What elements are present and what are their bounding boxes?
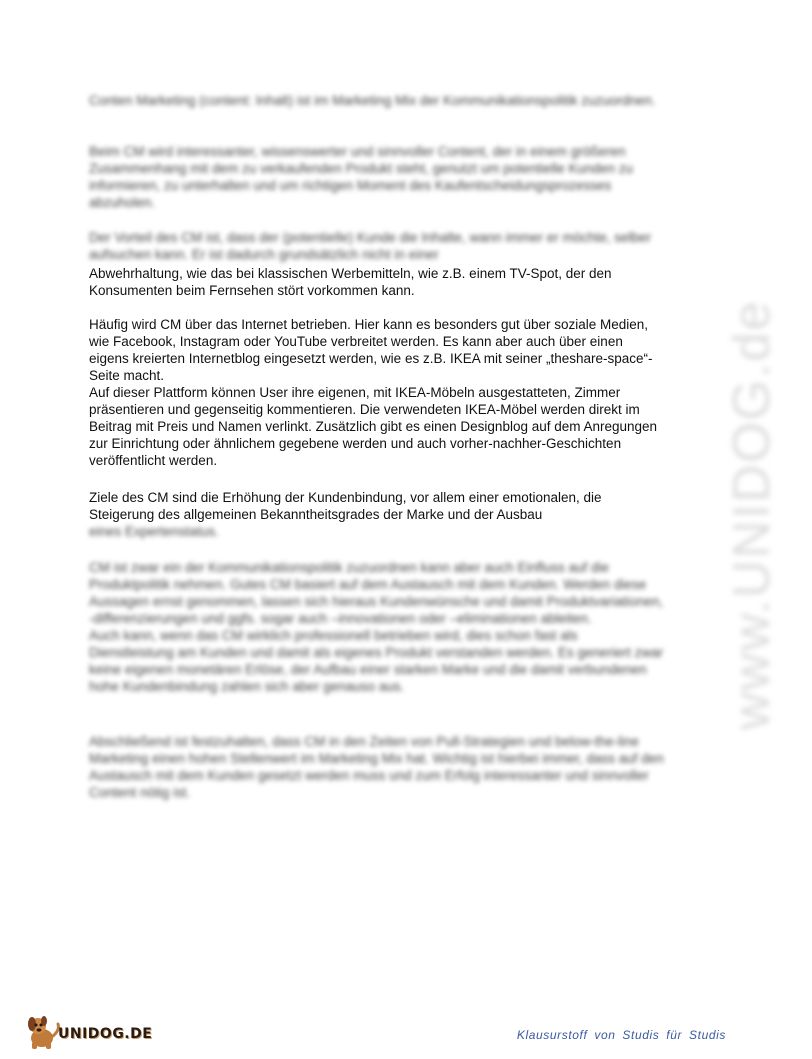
watermark-text: www.UNIDOG.de: [723, 299, 781, 730]
paragraph-advantage-start: Der Vorteil des CM ist, dass der (potentielle) Kunde die Inhalte, wann immer er möchte, selber aufsuchen kann. Er ist dadurch grundsätzlich nicht in einer: [89, 230, 652, 262]
paragraph-intro: Conten Marketing (content: Inhalt) ist im Marketing Mix der Kommunikationspolitik zuzuordnen.: [89, 93, 656, 108]
watermark: [612, 260, 812, 780]
unidog-logo: [24, 1012, 159, 1052]
paragraph-advantage-end: Abwehrhaltung, wie das bei klassischen Werbemitteln, wie z.B. einem TV-Spot, der den Konsumenten beim Fernsehen stört vorkommen kann.: [89, 266, 612, 298]
paragraph-conclusion: Abschließend ist festzuhalten, dass CM in den Zeiten von Pull-Strategien und below-the-line Marketing einen hohen Stellenwert im Marketing Mix hat. Wichtig ist hierbei immer, dass auf den Austausch mit dem Kunden gesetzt werden muss und zum Erfolg interessanter und sinnvoller Content nötig ist.: [89, 734, 664, 800]
paragraph-product-policy: CM ist zwar ein der Kommunikationspolitik zuzuordnen kann aber auch Einfluss auf die Produktpolitik nehmen. Gutes CM basiert auf dem Austausch mit dem Kunden. Werden diese Aussagen ernst genommen, lassen sich hieraus Kundenwünsche und damit Produktvariationen, -differenzierungen und ggfs. sogar auch –innovationen oder –eliminationen ableiten. Auch kann, wenn das CM wirklich professionell betrieben wird, dies schon fast als Dienstleistung am Kunden und damit als eigenes Produkt verstanden werden. Es generiert zwar keine eigenen monetären Erlöse, der Aufbau einer starken Marke und die damit verbundenen hohe Kundenbindung zahlen sich aber genauso aus.: [89, 560, 664, 694]
paragraph-internet: Häufig wird CM über das Internet betrieben. Hier kann es besonders gut über soziale Medien, wie Facebook, Instagram oder YouTube verbreitet werden. Es kann aber auch über einen eigens kreierten Internetblog eingesetzt werden, wie es z.B. IKEA mit seiner „theshare-space“-Seite macht. Auf dieser Plattform können User ihre eigenen, mit IKEA-Möbeln ausgestatteten, Zimmer präsentieren und gegenseitig kommentieren. Die verwendeten IKEA-Möbel werden direkt im Beitrag mit Preis und Namen verlinkt. Zusätzlich gibt es einen Designblog auf dem Anregungen zur Einrichtung oder ähnlichem gegebene werden und auch vorher-nachher-Geschichten veröffentlicht werden.: [89, 317, 658, 468]
paragraph-definition: Beim CM wird interessanter, wissenswerter und sinnvoller Content, der in einem größeren Zusammenhang mit dem zu verkaufenden Produkt steht, genutzt um potentielle Kunden zu informieren, zu unterhalten und um richtigen Moment des Kaufentscheidungsprozesses abzuholen.: [89, 144, 634, 210]
footer-tagline: Klausurstoff von Studis für Studis: [516, 1028, 726, 1042]
logo-text: UNIDOG.DE: [58, 1026, 153, 1042]
paragraph-goals: Ziele des CM sind die Erhöhung der Kundenbindung, vor allem einer emotionalen, die Steigerung des allgemeinen Bekanntheitsgrades der Marke und der Ausbau: [89, 490, 602, 522]
paragraph-goals-end: eines Expertenstatus.: [89, 524, 219, 539]
